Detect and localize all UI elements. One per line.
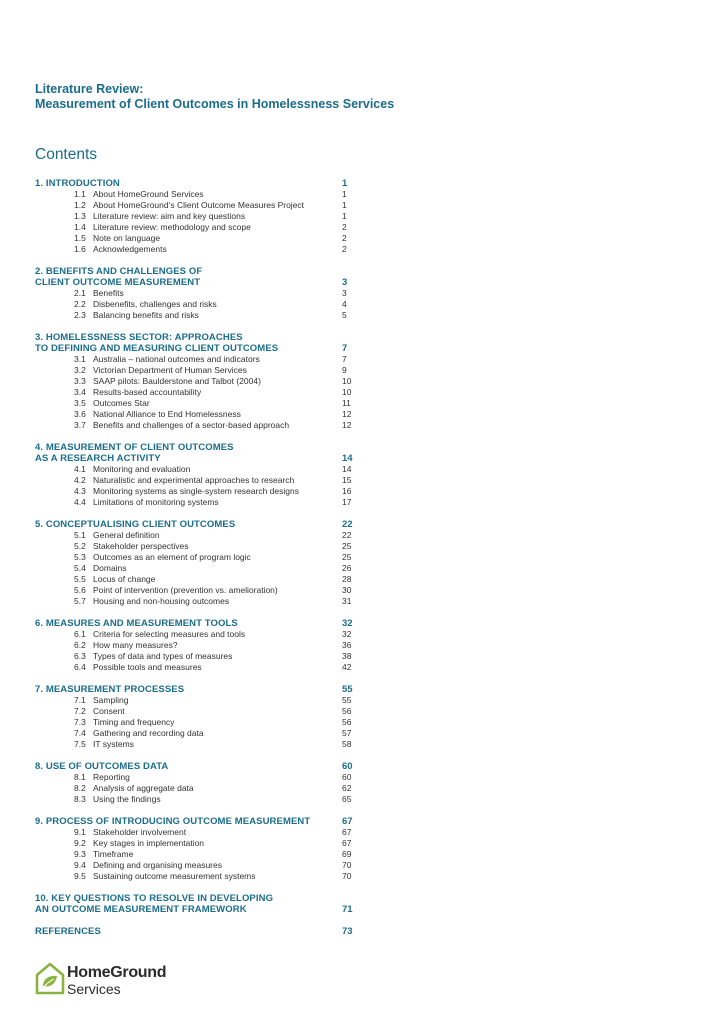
- toc-subsection[interactable]: [35, 849, 365, 860]
- toc-subsection-title: Acknowledgements: [93, 244, 167, 254]
- toc-subsection-num: 6.4: [74, 662, 86, 672]
- toc-subsection-num: 5.3: [74, 552, 86, 562]
- toc-section-heading[interactable]: [35, 343, 365, 354]
- toc-subsection-title: Outcomes as an element of program logic: [93, 552, 251, 562]
- toc-section-heading[interactable]: [35, 816, 365, 827]
- toc-subsection-title: Sampling: [93, 695, 129, 705]
- toc-subsection-page: 56: [342, 706, 352, 716]
- toc-section-title: 1. INTRODUCTION: [35, 178, 120, 189]
- toc-section-heading[interactable]: [35, 453, 365, 464]
- toc-subsection-title: Limitations of monitoring systems: [93, 497, 219, 507]
- toc-subsection[interactable]: [35, 222, 365, 233]
- toc-subsection-num: 9.5: [74, 871, 86, 881]
- toc-subsection-page: 3: [342, 288, 347, 298]
- toc-subsection-num: 7.2: [74, 706, 86, 716]
- toc-subsection-num: 7.4: [74, 728, 86, 738]
- toc-subsection-num: 7.3: [74, 717, 86, 727]
- toc-subsection-title: Monitoring systems as single-system research designs: [93, 486, 299, 496]
- toc-subsection[interactable]: [35, 299, 365, 310]
- toc-subsection[interactable]: [35, 541, 365, 552]
- toc-subsection-title: About HomeGround’s Client Outcome Measures Project: [93, 200, 305, 210]
- toc-section-page: 3: [342, 277, 348, 288]
- toc-subsection-title: Criteria for selecting measures and tools: [93, 629, 246, 639]
- toc-subsection-page: 67: [342, 827, 352, 837]
- toc-section-heading[interactable]: [35, 519, 365, 530]
- toc-subsection-num: 5.4: [74, 563, 86, 573]
- toc-subsection-title: Victorian Department of Human Services: [93, 365, 247, 375]
- toc-section-title: 9. PROCESS OF INTRODUCING OUTCOME MEASUREMENT: [35, 816, 311, 827]
- toc-subsection-title: About HomeGround Services: [93, 189, 204, 199]
- toc-subsection-page: 30: [342, 585, 352, 595]
- toc-subsection-num: 7.5: [74, 739, 86, 749]
- toc-subsection-page: 2: [342, 244, 347, 254]
- toc-subsection-page: 25: [342, 552, 352, 562]
- toc-subsection-num: 2.3: [74, 310, 86, 320]
- toc-subsection-num: 6.1: [74, 629, 86, 639]
- toc-section-heading[interactable]: [35, 684, 365, 695]
- toc-subsection-page: 62: [342, 783, 352, 793]
- toc-subsection-page: 65: [342, 794, 352, 804]
- toc-subsection[interactable]: [35, 838, 365, 849]
- toc-subsection-page: 1: [342, 189, 347, 199]
- toc-subsection-page: 5: [342, 310, 347, 320]
- toc-subsection-num: 1.1: [74, 189, 86, 199]
- toc-subsection-title: Benefits and challenges of a sector-based approach: [93, 420, 290, 430]
- toc-subsection-num: 3.3: [74, 376, 86, 386]
- toc-subsection-num: 2.1: [74, 288, 86, 298]
- toc-subsection-title: Types of data and types of measures: [93, 651, 233, 661]
- document-title: [35, 82, 635, 112]
- toc-subsection-num: 3.7: [74, 420, 86, 430]
- toc-section-page: 22: [342, 519, 353, 530]
- toc-subsection[interactable]: [35, 827, 365, 838]
- toc-subsection-title: Disbenefits, challenges and risks: [93, 299, 217, 309]
- toc-subsection-page: 1: [342, 211, 347, 221]
- toc-section-title: 8. USE OF OUTCOMES DATA: [35, 761, 169, 772]
- toc-subsection[interactable]: [35, 398, 365, 409]
- toc-section-page: 32: [342, 618, 353, 629]
- toc-subsection-page: 11: [342, 398, 351, 408]
- toc-subsection-page: 15: [342, 475, 352, 485]
- toc-section-title: 4. MEASUREMENT OF CLIENT OUTCOMES: [35, 442, 234, 453]
- table-of-contents: [35, 178, 365, 948]
- toc-subsection-page: 60: [342, 772, 352, 782]
- toc-subsection-num: 9.3: [74, 849, 86, 859]
- toc-section: [35, 519, 365, 607]
- toc-subsection-page: 2: [342, 222, 347, 232]
- toc-section: [35, 332, 365, 431]
- toc-subsection-title: Note on language: [93, 233, 161, 243]
- toc-subsection[interactable]: [35, 728, 365, 739]
- toc-subsection-num: 1.6: [74, 244, 86, 254]
- toc-subsection[interactable]: [35, 354, 365, 365]
- toc-subsection[interactable]: [35, 365, 365, 376]
- toc-subsection[interactable]: [35, 475, 365, 486]
- toc-subsection[interactable]: [35, 772, 365, 783]
- toc-subsection-page: 22: [342, 530, 352, 540]
- toc-section-title: AN OUTCOME MEASUREMENT FRAMEWORK: [35, 904, 247, 915]
- toc-subsection-title: Analysis of aggregate data: [93, 783, 194, 793]
- toc-subsection-title: Balancing benefits and risks: [93, 310, 199, 320]
- toc-section-heading[interactable]: [35, 761, 365, 772]
- logo-name: HomeGround: [67, 964, 167, 981]
- toc-subsection-num: 1.2: [74, 200, 86, 210]
- toc-subsection-num: 5.7: [74, 596, 86, 606]
- toc-subsection-page: 57: [342, 728, 352, 738]
- toc-section-page: 60: [342, 761, 353, 772]
- contents-heading: Contents: [35, 146, 98, 163]
- toc-subsection-num: 1.4: [74, 222, 86, 232]
- toc-subsection[interactable]: [35, 211, 365, 222]
- toc-subsection-title: Australia – national outcomes and indicators: [93, 354, 260, 364]
- toc-subsection-num: 4.3: [74, 486, 86, 496]
- toc-subsection-num: 5.5: [74, 574, 86, 584]
- toc-subsection-title: Point of intervention (prevention vs. amelioration): [93, 585, 278, 595]
- toc-subsection[interactable]: [35, 585, 365, 596]
- toc-section-heading[interactable]: [35, 893, 365, 904]
- toc-subsection-page: 28: [342, 574, 352, 584]
- toc-subsection-page: 70: [342, 860, 352, 870]
- toc-subsection[interactable]: [35, 596, 365, 607]
- toc-subsection-page: 58: [342, 739, 352, 749]
- toc-subsection-num: 4.2: [74, 475, 86, 485]
- toc-subsection-page: 10: [342, 387, 352, 397]
- toc-subsection-title: Housing and non-housing outcomes: [93, 596, 230, 606]
- toc-subsection-num: 3.2: [74, 365, 86, 375]
- toc-subsection-num: 9.4: [74, 860, 86, 870]
- toc-subsection-page: 16: [342, 486, 352, 496]
- toc-section-heading[interactable]: [35, 904, 365, 915]
- toc-section-page: 67: [342, 816, 353, 827]
- toc-section: [35, 684, 365, 750]
- toc-subsection-title: Literature review: aim and key questions: [93, 211, 246, 221]
- toc-subsection[interactable]: [35, 783, 365, 794]
- toc-subsection-title: How many measures?: [93, 640, 178, 650]
- toc-subsection-page: 67: [342, 838, 352, 848]
- toc-subsection-num: 4.4: [74, 497, 86, 507]
- toc-subsection[interactable]: [35, 640, 365, 651]
- toc-subsection[interactable]: [35, 189, 365, 200]
- toc-subsection-num: 6.2: [74, 640, 86, 650]
- toc-subsection[interactable]: [35, 574, 365, 585]
- toc-section-page: 73: [342, 926, 353, 937]
- toc-section: [35, 266, 365, 321]
- toc-subsection-page: 1: [342, 200, 347, 210]
- toc-section-page: 14: [342, 453, 353, 464]
- toc-subsection[interactable]: [35, 717, 365, 728]
- toc-subsection-num: 3.6: [74, 409, 86, 419]
- toc-subsection-page: 2: [342, 233, 347, 243]
- document-title-line1: Literature Review:: [35, 82, 144, 96]
- toc-section-title: 7. MEASUREMENT PROCESSES: [35, 684, 185, 695]
- toc-section: [35, 442, 365, 508]
- toc-subsection-page: 12: [342, 409, 352, 419]
- toc-subsection-num: 3.1: [74, 354, 86, 364]
- toc-section-title: 6. MEASURES AND MEASUREMENT TOOLS: [35, 618, 238, 629]
- toc-subsection[interactable]: [35, 706, 365, 717]
- toc-section-page: 7: [342, 343, 348, 354]
- toc-section: [35, 178, 365, 255]
- toc-section-heading[interactable]: [35, 332, 365, 343]
- toc-subsection-num: 8.2: [74, 783, 86, 793]
- toc-subsection[interactable]: [35, 563, 365, 574]
- toc-subsection[interactable]: [35, 310, 365, 321]
- toc-subsection[interactable]: [35, 552, 365, 563]
- toc-subsection-title: IT systems: [93, 739, 134, 749]
- toc-subsection[interactable]: [35, 288, 365, 299]
- toc-subsection-page: 36: [342, 640, 352, 650]
- toc-section-heading[interactable]: [35, 178, 365, 189]
- toc-section: [35, 816, 365, 882]
- toc-subsection-page: 4: [342, 299, 347, 309]
- toc-section: [35, 618, 365, 673]
- toc-section-heading[interactable]: [35, 266, 365, 277]
- toc-subsection-num: 3.5: [74, 398, 86, 408]
- toc-subsection-num: 4.1: [74, 464, 86, 474]
- toc-section-page: 55: [342, 684, 353, 695]
- toc-subsection[interactable]: [35, 387, 365, 398]
- toc-subsection-title: Locus of change: [93, 574, 156, 584]
- toc-section-heading[interactable]: [35, 926, 365, 937]
- toc-subsection-title: Timing and frequency: [93, 717, 175, 727]
- toc-subsection-title: Domains: [93, 563, 127, 573]
- toc-subsection-page: 70: [342, 871, 352, 881]
- toc-subsection-title: Consent: [93, 706, 125, 716]
- toc-subsection-page: 25: [342, 541, 352, 551]
- toc-subsection[interactable]: [35, 233, 365, 244]
- toc-section-page: 71: [342, 904, 353, 915]
- toc-subsection-num: 8.3: [74, 794, 86, 804]
- toc-subsection-num: 3.4: [74, 387, 86, 397]
- toc-subsection[interactable]: [35, 871, 365, 882]
- toc-section-heading[interactable]: [35, 442, 365, 453]
- toc-subsection-page: 10: [342, 376, 352, 386]
- toc-section-title: 2. BENEFITS AND CHALLENGES OF: [35, 266, 203, 277]
- toc-subsection-title: Gathering and recording data: [93, 728, 204, 738]
- toc-subsection[interactable]: [35, 695, 365, 706]
- toc-subsection[interactable]: [35, 464, 365, 475]
- toc-subsection-page: 32: [342, 629, 352, 639]
- toc-section-page: 1: [342, 178, 348, 189]
- toc-subsection-num: 5.2: [74, 541, 86, 551]
- toc-subsection-num: 7.1: [74, 695, 86, 705]
- toc-section: [35, 893, 365, 915]
- toc-subsection-page: 12: [342, 420, 352, 430]
- toc-section-heading[interactable]: [35, 618, 365, 629]
- toc-subsection-page: 17: [342, 497, 352, 507]
- logo-subtitle: Services: [67, 981, 121, 997]
- homeground-logo: [35, 962, 185, 998]
- toc-subsection-page: 69: [342, 849, 352, 859]
- toc-subsection-title: Timeframe: [93, 849, 134, 859]
- toc-subsection-title: Reporting: [93, 772, 130, 782]
- toc-subsection-title: Possible tools and measures: [93, 662, 202, 672]
- toc-subsection-title: Naturalistic and experimental approaches to research: [93, 475, 295, 485]
- toc-subsection-num: 9.1: [74, 827, 86, 837]
- toc-subsection-page: 26: [342, 563, 352, 573]
- toc-subsection[interactable]: [35, 376, 365, 387]
- toc-subsection[interactable]: [35, 629, 365, 640]
- toc-subsection[interactable]: [35, 739, 365, 750]
- toc-section-title: 5. CONCEPTUALISING CLIENT OUTCOMES: [35, 519, 236, 530]
- toc-section-title: CLIENT OUTCOME MEASUREMENT: [35, 277, 201, 288]
- toc-section-title: AS A RESEARCH ACTIVITY: [35, 453, 161, 464]
- toc-section-title: TO DEFINING AND MEASURING CLIENT OUTCOMES: [35, 343, 279, 354]
- toc-subsection-page: 7: [342, 354, 347, 364]
- toc-subsection-title: Sustaining outcome measurement systems: [93, 871, 256, 881]
- toc-section-title: 10. KEY QUESTIONS TO RESOLVE IN DEVELOPING: [35, 893, 274, 904]
- toc-subsection-page: 56: [342, 717, 352, 727]
- toc-subsection-title: Benefits: [93, 288, 124, 298]
- toc-subsection-page: 31: [342, 596, 352, 606]
- toc-subsection-title: Stakeholder perspectives: [93, 541, 189, 551]
- toc-subsection-title: Outcomes Star: [93, 398, 150, 408]
- toc-subsection-num: 1.5: [74, 233, 86, 243]
- toc-subsection[interactable]: [35, 244, 365, 255]
- toc-section: [35, 926, 365, 937]
- toc-subsection[interactable]: [35, 200, 365, 211]
- toc-subsection[interactable]: [35, 860, 365, 871]
- toc-subsection-num: 6.3: [74, 651, 86, 661]
- toc-section-title: REFERENCES: [35, 926, 101, 937]
- toc-subsection[interactable]: [35, 530, 365, 541]
- toc-section: [35, 761, 365, 805]
- toc-subsection-num: 1.3: [74, 211, 86, 221]
- toc-subsection[interactable]: [35, 486, 365, 497]
- toc-subsection-num: 5.6: [74, 585, 86, 595]
- toc-subsection-page: 55: [342, 695, 352, 705]
- toc-subsection-title: General definition: [93, 530, 160, 540]
- toc-subsection-title: Key stages in implementation: [93, 838, 205, 848]
- toc-subsection-page: 14: [342, 464, 352, 474]
- toc-subsection-title: National Alliance to End Homelessness: [93, 409, 241, 419]
- toc-section-heading[interactable]: [35, 277, 365, 288]
- house-leaf-icon: [35, 962, 65, 996]
- toc-subsection[interactable]: [35, 651, 365, 662]
- toc-subsection-num: 5.1: [74, 530, 86, 540]
- toc-subsection-title: Defining and organising measures: [93, 860, 222, 870]
- toc-subsection-page: 9: [342, 365, 347, 375]
- toc-subsection-title: Monitoring and evaluation: [93, 464, 191, 474]
- toc-section-title: 3. HOMELESSNESS SECTOR: APPROACHES: [35, 332, 243, 343]
- toc-subsection-num: 2.2: [74, 299, 86, 309]
- document-title-line2: Measurement of Client Outcomes in Homelessness Services: [35, 97, 395, 111]
- toc-subsection-num: 9.2: [74, 838, 86, 848]
- toc-subsection-num: 8.1: [74, 772, 86, 782]
- toc-subsection[interactable]: [35, 409, 365, 420]
- toc-subsection-page: 42: [342, 662, 352, 672]
- toc-subsection-title: SAAP pilots: Baulderstone and Talbot (2004): [93, 376, 261, 386]
- toc-subsection[interactable]: [35, 794, 365, 805]
- toc-subsection-title: Results-based accountability: [93, 387, 202, 397]
- toc-subsection-page: 38: [342, 651, 352, 661]
- toc-subsection-title: Using the findings: [93, 794, 161, 804]
- toc-subsection[interactable]: [35, 662, 365, 673]
- toc-subsection-title: Stakeholder involvement: [93, 827, 187, 837]
- toc-subsection[interactable]: [35, 497, 365, 508]
- toc-subsection-title: Literature review: methodology and scope: [93, 222, 251, 232]
- toc-subsection[interactable]: [35, 420, 365, 431]
